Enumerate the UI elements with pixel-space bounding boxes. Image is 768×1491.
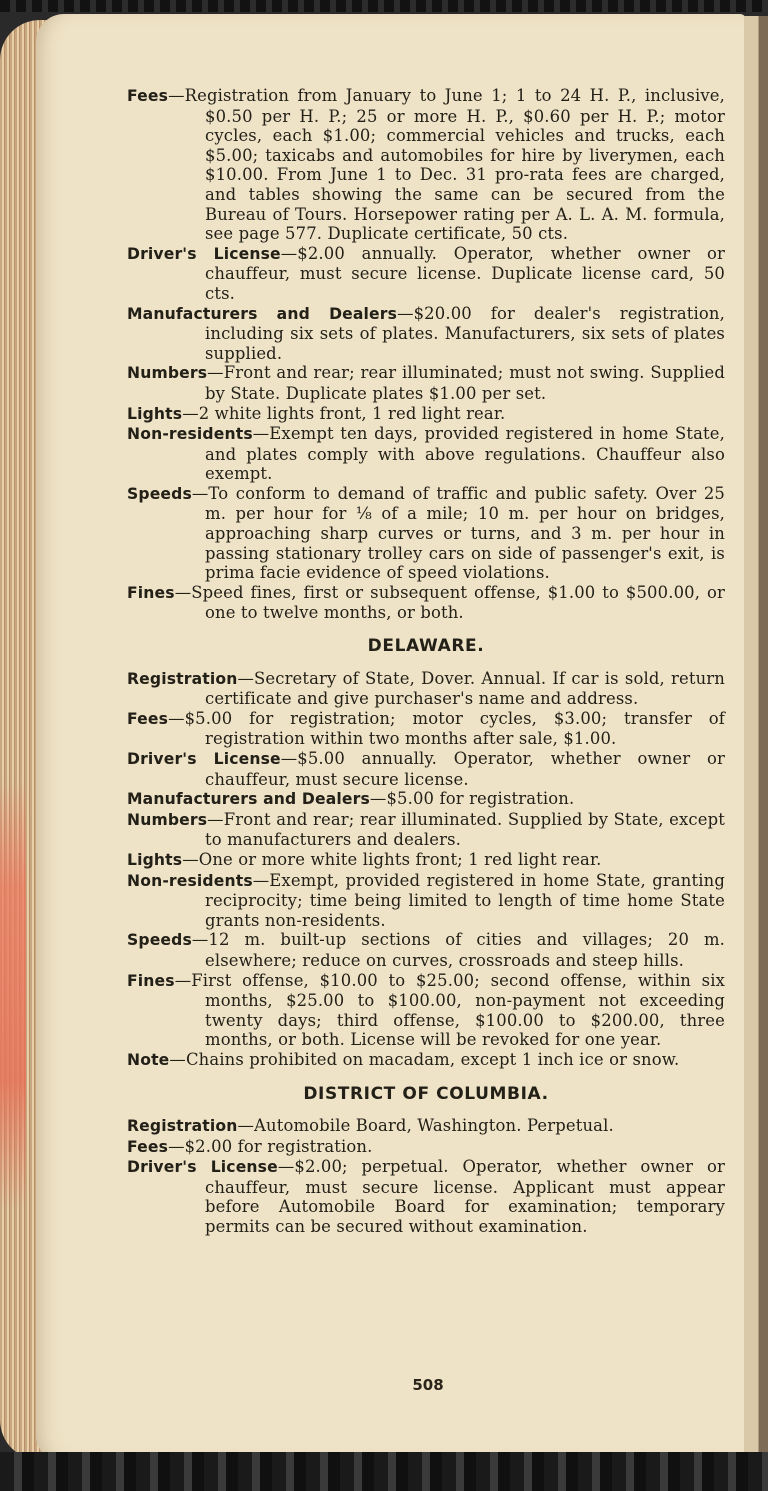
- entry: [127, 789, 725, 810]
- entry-text: —12 m. built-up sections of cities and villages; 20 m. elsewhere; reduce on curves, crossroads and steep hills.: [191, 930, 725, 970]
- entry: [127, 669, 725, 709]
- entry-label: Fines: [127, 971, 175, 990]
- entry: [127, 404, 725, 425]
- entry: [127, 363, 725, 403]
- entry-label: Fees: [127, 1137, 169, 1156]
- section-connecticut-continued: [127, 86, 725, 623]
- entry-label: Fees: [127, 87, 169, 105]
- book-bottom-edge: [0, 1452, 768, 1491]
- entry: [127, 1050, 725, 1071]
- entry-text: —Chains prohibited on macadam, except 1 inch ice or snow.: [169, 1049, 680, 1069]
- entry-text: —Front and rear; rear illuminated; must not swing. Supplied by State. Duplicate plates $1.00 per set.: [205, 363, 725, 403]
- entry-label: Driver's License: [127, 750, 281, 768]
- entry-text: —$2.00 for registration.: [168, 1136, 373, 1156]
- entry-text: —First offense, $10.00 to $25.00; second offense, within six months, $25.00 to $100.00, non-payment not exceeding twenty days; third offense, $100.00 to $200.00, three months, or both. License will be revoked for one year.: [174, 970, 725, 1050]
- entry-label: Speeds: [127, 931, 192, 950]
- entry-label: Fines: [127, 583, 175, 602]
- section-delaware: [127, 669, 725, 1071]
- entry-text: —One or more white lights front; 1 red light rear.: [182, 849, 602, 869]
- entry: [127, 1137, 725, 1158]
- entry: [127, 484, 725, 583]
- entry: [127, 1116, 725, 1137]
- entry: [127, 244, 725, 304]
- entry-text: —$2.00; perpetual. Operator, whether owner or chauffeur, must secure license. Applicant must appear before Automobile Board for examination; temporary permits can be secured without examination.: [205, 1157, 725, 1237]
- entry-label: Lights: [127, 404, 183, 423]
- page-number: 508: [412, 1376, 444, 1394]
- entry: [127, 709, 725, 749]
- facing-page-edge: [744, 16, 768, 1456]
- entry-label: Registration: [127, 669, 238, 688]
- entry-text: —To conform to demand of traffic and public safety. Over 25 m. per hour for ⅛ of a mile; 10 m. per hour on bridges, approaching sharp curves or turns, and 3 m. per hour in passing stationary trolley cars on side of passenger's exit, is prima facie evidence of speed violations.: [191, 483, 725, 583]
- entry-label: Note: [127, 1050, 170, 1069]
- entry-text: —Exempt ten days, provided registered in home State, and plates comply with above regulations. Chauffeur also exempt.: [205, 424, 725, 484]
- book-top-edge: [0, 0, 768, 12]
- entry: [127, 930, 725, 970]
- page-edge-tint: [0, 780, 26, 1210]
- entry-text: —$5.00 annually. Operator, whether owner or chauffeur, must secure license.: [205, 749, 725, 789]
- entry: [127, 810, 725, 850]
- section-district-of-columbia: [127, 1116, 725, 1237]
- entry-label: Registration: [127, 1117, 238, 1136]
- entry: [127, 749, 725, 789]
- entry: [127, 424, 725, 484]
- entry-label: Numbers: [127, 810, 208, 829]
- entry-label: Fees: [127, 709, 169, 728]
- entry: [127, 971, 725, 1050]
- entry-text: —2 white lights front, 1 red light rear.: [182, 403, 506, 423]
- entry-text: —Secretary of State, Dover. Annual. If car is sold, return certificate and give purchaser's name and address.: [205, 668, 725, 709]
- entry-label: Non-residents: [127, 871, 253, 890]
- entry-label: Non-residents: [127, 425, 253, 444]
- section-heading-district-of-columbia: DISTRICT OF COLUMBIA.: [303, 1083, 549, 1104]
- entry-text: —$2.00 annually. Operator, whether owner or chauffeur, must secure license. Duplicate license card, 50 cts.: [205, 243, 725, 303]
- entry-label: Speeds: [127, 484, 192, 503]
- section-heading-delaware: DELAWARE.: [367, 636, 485, 657]
- entry-label: Numbers: [127, 364, 208, 383]
- entry: [127, 871, 725, 931]
- entry-text: —$20.00 for dealer's registration, including six sets of plates. Manufacturers, six sets of plates supplied.: [205, 303, 725, 363]
- entry: [127, 86, 725, 244]
- entry-label: Driver's License: [127, 244, 281, 263]
- entry-text: —Speed fines, first or subsequent offense, $1.00 to $500.00, or one to twelve months, or both.: [174, 582, 725, 623]
- entry-label: Lights: [127, 850, 183, 869]
- page-text: [127, 86, 725, 1237]
- entry-text: —Automobile Board, Washington. Perpetual.: [237, 1116, 614, 1136]
- entry-label: Manufacturers and Dealers: [127, 790, 370, 809]
- entry-text: —Registration from January to June 1; 1 to 24 H. P., inclusive, $0.50 per H. P.; 25 or more H. P., $0.60 per H. P.; motor cycles, each $1.00; commercial vehicles and trucks, each $5.00; taxicabs and automobiles for hire by liverymen, each $10.00. From June 1 to Dec. 31 pro-rata fees are charged, and tables showing the same can be secured from the Bureau of Tours. Horsepower rating per A. L. A. M. formula, see page 577. Duplicate certificate, 50 cts.: [168, 86, 725, 244]
- entry: [127, 304, 725, 364]
- entry-text: —Front and rear; rear illuminated. Supplied by State, except to manufacturers and dealers.: [205, 809, 725, 850]
- entry: [127, 583, 725, 623]
- entry: [127, 1157, 725, 1236]
- entry-text: —$5.00 for registration.: [369, 789, 575, 809]
- entry-label: Manufacturers and Dealers: [127, 304, 398, 323]
- entry: [127, 850, 725, 871]
- entry-label: Driver's License: [127, 1158, 278, 1177]
- entry-text: —Exempt, provided registered in home State, granting reciprocity; time being limited to length of time home State grants non-residents.: [205, 870, 725, 930]
- entry-text: —$5.00 for registration; motor cycles, $3.00; transfer of registration within two months after sale, $1.00.: [168, 708, 725, 749]
